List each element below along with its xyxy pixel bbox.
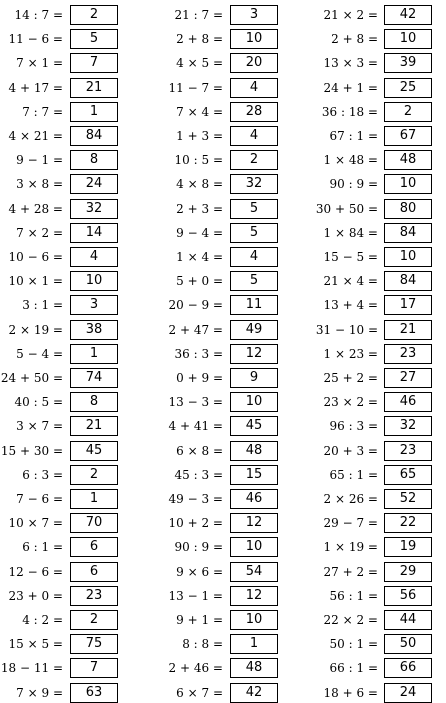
problem-expression: 2 + 47 = [168,322,223,337]
answer-box: 12 [230,586,278,606]
problem-expression: 7 × 2 = [16,225,63,240]
problem-expression: 21 × 4 = [323,274,378,289]
problem-row [150,489,295,509]
problem-row [300,102,445,122]
problem-expression: 13 − 1 = [168,588,223,603]
problem-expression: 7 × 1 = [16,56,63,71]
problem-row [0,344,145,364]
problem-expression: 13 − 3 = [168,395,223,410]
answer-box: 7 [70,658,118,678]
answer-box: 5 [230,223,278,243]
answer-box: 32 [384,416,432,436]
problem-row [300,368,445,388]
problem-expression: 36 : 18 = [321,104,378,119]
answer-box: 2 [384,102,432,122]
problem-expression: 50 : 1 = [329,637,378,652]
problem-row [150,562,295,582]
problem-expression: 6 × 7 = [176,685,223,700]
problem-expression: 30 + 50 = [315,201,378,216]
problem-row [0,247,145,267]
answer-box: 19 [384,537,432,557]
problem-row [150,683,295,703]
problem-row [0,658,145,678]
problem-row [150,295,295,315]
answer-box: 1 [230,634,278,654]
problem-row [0,199,145,219]
answer-box: 10 [384,29,432,49]
answer-box: 25 [384,78,432,98]
problem-expression: 4 × 21 = [8,129,63,143]
answer-box: 39 [384,53,432,73]
problem-row [300,29,445,49]
answer-box: 67 [384,126,432,146]
answer-box: 10 [384,174,432,194]
problem-expression: 24 + 1 = [323,80,378,95]
problem-row [0,441,145,461]
problem-expression: 12 − 6 = [8,564,63,579]
problem-row [150,416,295,436]
answer-box: 5 [230,271,278,291]
problem-expression: 2 + 3 = [176,201,223,216]
answer-box: 44 [384,610,432,630]
problem-expression: 90 : 9 = [329,177,378,192]
problem-expression: 4 + 41 = [168,419,223,434]
problem-expression: 10 : 5 = [174,153,223,168]
problem-expression: 21 × 2 = [323,8,378,22]
problem-expression: 6 : 3 = [22,467,63,482]
problem-row [300,610,445,630]
problem-expression: 45 : 3 = [174,467,223,482]
problem-row [150,368,295,388]
problem-row [0,29,145,49]
problem-row [300,562,445,582]
answer-box: 84 [384,223,432,243]
problem-expression: 90 : 9 = [174,540,223,555]
problem-expression: 9 × 6 = [176,564,223,579]
problem-row [150,658,295,678]
problem-expression: 1 × 19 = [323,540,378,555]
answer-box: 56 [384,586,432,606]
problem-row [300,683,445,703]
problem-expression: 7 : 7 = [22,104,63,119]
problem-row [0,320,145,340]
answer-box: 49 [230,320,278,340]
problem-expression: 7 − 6 = [16,492,63,506]
answer-box: 4 [230,126,278,146]
problem-row [0,78,145,98]
problem-expression: 4 × 8 = [176,177,223,192]
problem-row [150,610,295,630]
answer-box: 3 [230,5,278,25]
answer-box: 1 [70,344,118,364]
answer-box: 10 [70,271,118,291]
problem-row [300,223,445,243]
problem-expression: 67 : 1 = [329,129,378,143]
problem-row [0,489,145,509]
problem-row [0,53,145,73]
answer-box: 32 [230,174,278,194]
problem-row [300,271,445,291]
problem-expression: 11 − 6 = [8,32,63,47]
problem-row [150,53,295,73]
problem-expression: 24 + 50 = [0,371,63,385]
problem-row [300,174,445,194]
problem-row [0,610,145,630]
problem-expression: 3 : 1 = [22,298,63,313]
answer-box: 15 [230,465,278,485]
problem-expression: 22 × 2 = [323,613,378,627]
problem-expression: 10 × 7 = [8,516,63,531]
problem-expression: 40 : 5 = [14,395,63,410]
answer-box: 42 [384,5,432,25]
answer-box: 24 [70,174,118,194]
problem-expression: 15 + 30 = [0,443,63,458]
answer-box: 10 [384,247,432,267]
problem-row [0,513,145,533]
answer-box: 12 [230,513,278,533]
answer-box: 11 [230,295,278,315]
answer-box: 9 [230,368,278,388]
problem-expression: 18 − 11 = [0,661,63,676]
answer-box: 2 [70,465,118,485]
problem-expression: 15 × 5 = [8,637,63,652]
problem-expression: 6 × 8 = [176,443,223,458]
answer-box: 74 [70,368,118,388]
answer-box: 4 [230,78,278,98]
answer-box: 2 [70,5,118,25]
problem-row [300,320,445,340]
problem-expression: 9 − 1 = [16,153,63,168]
answer-box: 1 [70,102,118,122]
answer-box: 6 [70,537,118,557]
problem-row [150,78,295,98]
problem-expression: 31 − 10 = [315,322,378,337]
problem-expression: 66 : 1 = [329,661,378,676]
problem-expression: 23 + 0 = [8,588,63,603]
answer-box: 3 [70,295,118,315]
problem-expression: 27 + 2 = [323,564,378,579]
problem-expression: 7 × 4 = [176,104,223,119]
problem-row [0,416,145,436]
answer-box: 45 [70,441,118,461]
answer-box: 10 [230,537,278,557]
problem-expression: 11 − 7 = [168,80,223,95]
problem-row [300,247,445,267]
problem-expression: 7 × 9 = [16,685,63,700]
problem-expression: 2 + 8 = [176,32,223,47]
problem-row [0,368,145,388]
answer-box: 8 [70,392,118,412]
answer-box: 23 [384,441,432,461]
answer-box: 2 [70,610,118,630]
problem-expression: 13 × 3 = [323,56,378,71]
problem-row [150,29,295,49]
problem-expression: 20 − 9 = [168,298,223,313]
answer-box: 2 [230,150,278,170]
problem-row [300,489,445,509]
answer-box: 23 [70,586,118,606]
problem-row [150,271,295,291]
answer-box: 1 [70,489,118,509]
problem-expression: 1 × 48 = [323,153,378,168]
answer-box: 70 [70,513,118,533]
problem-row [300,344,445,364]
problem-row [150,126,295,146]
problem-expression: 13 + 4 = [323,298,378,313]
problem-row [300,586,445,606]
problem-expression: 10 − 6 = [8,250,63,264]
answer-box: 14 [70,223,118,243]
answer-box: 10 [230,610,278,630]
problem-row [0,5,145,25]
answer-box: 20 [230,53,278,73]
problem-expression: 2 × 26 = [323,492,378,506]
problem-expression: 1 × 84 = [323,225,378,240]
problem-expression: 20 + 3 = [323,443,378,458]
problem-row [300,199,445,219]
problem-row [300,5,445,25]
answer-box: 21 [384,320,432,340]
answer-box: 12 [230,344,278,364]
problem-row [0,174,145,194]
problem-expression: 10 + 2 = [168,516,223,531]
problem-row [300,537,445,557]
answer-box: 32 [70,199,118,219]
answer-box: 22 [384,513,432,533]
answer-box: 65 [384,465,432,485]
problem-row [0,271,145,291]
problem-row [150,150,295,170]
problem-row [0,126,145,146]
problem-expression: 5 − 4 = [16,346,63,361]
answer-box: 29 [384,562,432,582]
problem-expression: 25 + 2 = [323,371,378,385]
answer-box: 28 [230,102,278,122]
answer-box: 52 [384,489,432,509]
problem-expression: 9 + 1 = [176,613,223,627]
answer-box: 5 [230,199,278,219]
problem-expression: 49 − 3 = [168,492,223,506]
problem-row [300,441,445,461]
problem-row [300,295,445,315]
problem-row [150,513,295,533]
problem-expression: 2 × 19 = [8,322,63,337]
answer-box: 66 [384,658,432,678]
problem-expression: 96 : 3 = [329,419,378,434]
problem-row [150,392,295,412]
problem-expression: 5 + 0 = [176,274,223,289]
problem-row [0,102,145,122]
answer-box: 10 [230,392,278,412]
answer-box: 5 [70,29,118,49]
answer-box: 75 [70,634,118,654]
answer-box: 80 [384,199,432,219]
answer-box: 6 [70,562,118,582]
problem-expression: 2 + 46 = [168,661,223,676]
problem-row [0,634,145,654]
answer-box: 27 [384,368,432,388]
answer-box: 17 [384,295,432,315]
problem-row [0,683,145,703]
problem-expression: 14 : 7 = [14,8,63,22]
problem-expression: 4 × 5 = [176,56,223,71]
answer-box: 10 [230,29,278,49]
problem-expression: 0 + 9 = [176,371,223,385]
problem-expression: 1 × 4 = [176,250,223,264]
problem-row [300,416,445,436]
answer-box: 23 [384,344,432,364]
answer-box: 48 [384,150,432,170]
problem-expression: 23 × 2 = [323,395,378,410]
problem-row [150,320,295,340]
problem-row [300,634,445,654]
problem-expression: 1 + 3 = [176,129,223,143]
problem-row [150,247,295,267]
problem-row [0,586,145,606]
answer-box: 63 [70,683,118,703]
problem-expression: 4 + 28 = [8,201,63,216]
problem-row [300,658,445,678]
answer-box: 21 [70,78,118,98]
problem-expression: 10 × 1 = [8,274,63,289]
problem-row [300,78,445,98]
problem-row [0,465,145,485]
answer-box: 21 [70,416,118,436]
problem-expression: 21 : 7 = [174,8,223,22]
problem-row [0,150,145,170]
problem-row [150,634,295,654]
problem-row [150,102,295,122]
problem-row [0,562,145,582]
problem-expression: 1 × 23 = [323,346,378,361]
problem-row [300,392,445,412]
problem-expression: 3 × 7 = [16,419,63,434]
answer-box: 84 [70,126,118,146]
answer-box: 84 [384,271,432,291]
answer-box: 7 [70,53,118,73]
answer-box: 38 [70,320,118,340]
answer-box: 45 [230,416,278,436]
problem-row [0,223,145,243]
answer-box: 4 [70,247,118,267]
problem-row [150,441,295,461]
problem-expression: 56 : 1 = [329,588,378,603]
problem-expression: 4 : 2 = [22,613,63,627]
answer-box: 8 [70,150,118,170]
problem-row [0,537,145,557]
problem-row [0,392,145,412]
problem-row [300,126,445,146]
problem-row [150,537,295,557]
problem-expression: 9 − 4 = [176,225,223,240]
problem-expression: 15 − 5 = [323,250,378,264]
problem-expression: 6 : 1 = [22,540,63,555]
problem-row [150,174,295,194]
answer-box: 42 [230,683,278,703]
problem-expression: 3 × 8 = [16,177,63,192]
answer-box: 48 [230,441,278,461]
answer-box: 50 [384,634,432,654]
answer-box: 46 [384,392,432,412]
problem-row [300,150,445,170]
answer-box: 4 [230,247,278,267]
problem-expression: 18 + 6 = [323,685,378,700]
problem-row [150,5,295,25]
answer-box: 48 [230,658,278,678]
problem-row [300,513,445,533]
problem-expression: 2 + 8 = [331,32,378,47]
problem-row [150,223,295,243]
problem-expression: 36 : 3 = [174,346,223,361]
problem-expression: 4 + 17 = [8,80,63,95]
problem-expression: 8 : 8 = [182,637,223,652]
answer-box: 54 [230,562,278,582]
problem-row [300,465,445,485]
answer-box: 46 [230,489,278,509]
problem-expression: 29 − 7 = [323,516,378,531]
problem-row [150,344,295,364]
problem-row [300,53,445,73]
problem-row [150,586,295,606]
problem-row [0,295,145,315]
problem-row [150,199,295,219]
problem-row [150,465,295,485]
answer-box: 24 [384,683,432,703]
problem-expression: 65 : 1 = [329,467,378,482]
